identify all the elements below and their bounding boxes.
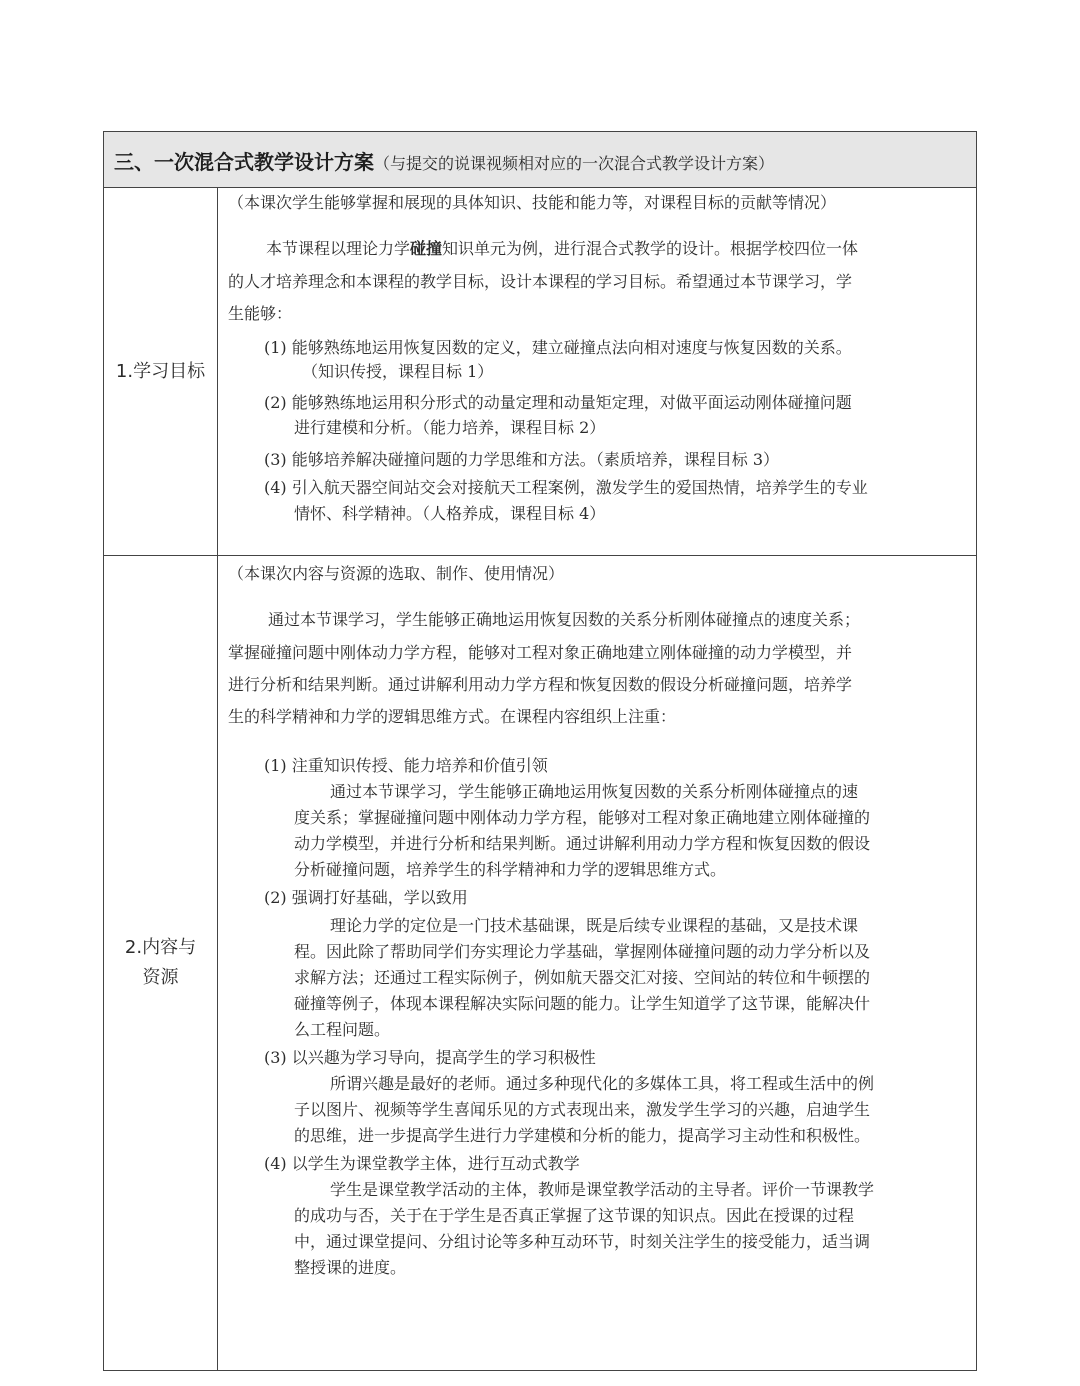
point-3-text: 的思维，进一步提高学生进行力学建模和分析的能力，提高学习主动性和积极性。 — [294, 1126, 871, 1145]
table-header-row — [104, 132, 976, 188]
goal-4: (4) 引入航天器空间站交会对接航天工程案例，激发学生的爱国热情，培养学生的专业 — [264, 478, 868, 497]
teaching-design-table — [103, 131, 977, 1371]
point-1-text: 分析碰撞问题，培养学生的科学精神和力学的逻辑思维方式。 — [294, 860, 727, 879]
point-4-text: 的成功与否，关于在于学生是否真正掌握了这节课的知识点。因此在授课的过程 — [294, 1206, 855, 1225]
learning-goals-hint: （本课次学生能够掌握和展现的具体知识、技能和能力等，对课程目标的贡献等情况） — [228, 193, 837, 212]
point-3-text: 所谓兴趣是最好的老师。通过多种现代化的多媒体工具，将工程或生活中的例 — [330, 1074, 875, 1093]
learning-goals-intro-line: 生能够： — [228, 304, 293, 323]
learning-goals-intro-line: 的人才培养理念和本课程的教学目标，设计本课程的学习目标。希望通过本节课学习，学 — [228, 272, 853, 291]
point-2-text: 程。因此除了帮助同学们夯实理论力学基础，掌握刚体碰撞问题的动力学分析以及 — [294, 942, 871, 961]
goal-2-cont: 进行建模和分析。（能力培养，课程目标 2） — [294, 418, 606, 437]
content-resources-row — [104, 556, 976, 1370]
point-2-title: (2) 强调打好基础，学以致用 — [264, 888, 468, 907]
content-intro-line: 掌握碰撞问题中刚体动力学方程，能够对工程对象正确地建立刚体碰撞的动力学模型，并 — [228, 643, 853, 662]
goal-4-cont: 情怀、科学精神。（人格养成，课程目标 4） — [294, 504, 606, 523]
point-4-title: (4) 以学生为课堂教学主体，进行互动式教学 — [264, 1154, 580, 1173]
point-3-title: (3) 以兴趣为学习导向，提高学生的学习积极性 — [264, 1048, 596, 1067]
content-intro-line: 进行分析和结果判断。通过讲解利用动力学方程和恢复因数的假设分析碰撞问题，培养学 — [228, 675, 853, 694]
goal-1: (1) 能够熟练地运用恢复因数的定义，建立碰撞点法向相对速度与恢复因数的关系。 — [264, 338, 852, 357]
learning-goals-label-cell — [104, 188, 218, 555]
goal-1-note: （知识传授，课程目标 1） — [302, 362, 494, 381]
content-resources-content — [218, 556, 976, 1370]
point-2-text: 碰撞等例子，体现本课程解决实际问题的能力。让学生知道学了这节课，能解决什 — [294, 994, 871, 1013]
content-intro-line: 生的科学精神和力学的逻辑思维方式。在课程内容组织上注重： — [228, 707, 677, 726]
intro-bold-keyword: 碰撞 — [410, 239, 443, 258]
section-heading-note: （与提交的说课视频相对应的一次混合式教学设计方案） — [374, 154, 775, 173]
goal-2: (2) 能够熟练地运用积分形式的动量定理和动量矩定理，对做平面运动刚体碰撞问题 — [264, 393, 852, 412]
point-4-text: 整授课的进度。 — [294, 1258, 407, 1277]
content-resources-label-cell — [104, 556, 218, 1370]
point-3-text: 子以图片、视频等学生喜闻乐见的方式表现出来，激发学生学习的兴趣，启迪学生 — [294, 1100, 871, 1119]
content-resources-label: 2.内容与 — [124, 937, 197, 958]
point-1-text: 动力学模型，并进行分析和结果判断。通过讲解利用动力学方程和恢复因数的假设 — [294, 834, 871, 853]
content-intro-line: 通过本节课学习，学生能够正确地运用恢复因数的关系分析刚体碰撞点的速度关系； — [268, 610, 861, 629]
content-resources-label: 资源 — [142, 967, 179, 988]
point-1-text: 度关系；掌握碰撞问题中刚体动力学方程，能够对工程对象正确地建立刚体碰撞的 — [294, 808, 871, 827]
point-2-text: 求解方法；还通过工程实际例子，例如航天器交汇对接、空间站的转位和牛顿摆的 — [294, 968, 871, 987]
point-4-text: 学生是课堂教学活动的主体，教师是课堂教学活动的主导者。评价一节课教学 — [330, 1180, 875, 1199]
point-4-text: 中，通过课堂提问、分组讨论等多种互动环节，时刻关注学生的接受能力，适当调 — [294, 1232, 871, 1251]
intro-text: 知识单元为例，进行混合式教学的设计。根据学校四位一体 — [442, 239, 859, 258]
point-1-title: (1) 注重知识传授、能力培养和价值引领 — [264, 756, 548, 775]
learning-goals-intro-line — [266, 239, 858, 259]
learning-goals-label: 1.学习目标 — [115, 360, 206, 382]
point-2-text: 么工程问题。 — [294, 1020, 391, 1039]
content-resources-hint: （本课次内容与资源的选取、制作、使用情况） — [228, 564, 565, 583]
learning-goals-row — [104, 188, 976, 556]
section-heading — [114, 146, 774, 175]
section-heading-main: 三、一次混合式教学设计方案 — [114, 150, 374, 174]
point-1-text: 通过本节课学习，学生能够正确地运用恢复因数的关系分析刚体碰撞点的速 — [330, 782, 859, 801]
learning-goals-content — [218, 188, 976, 555]
goal-3: (3) 能够培养解决碰撞问题的力学思维和方法。（素质培养，课程目标 3） — [264, 450, 780, 469]
intro-text: 本节课程以理论力学 — [266, 239, 411, 258]
point-2-text: 理论力学的定位是一门技术基础课，既是后续专业课程的基础，又是技术课 — [330, 916, 859, 935]
